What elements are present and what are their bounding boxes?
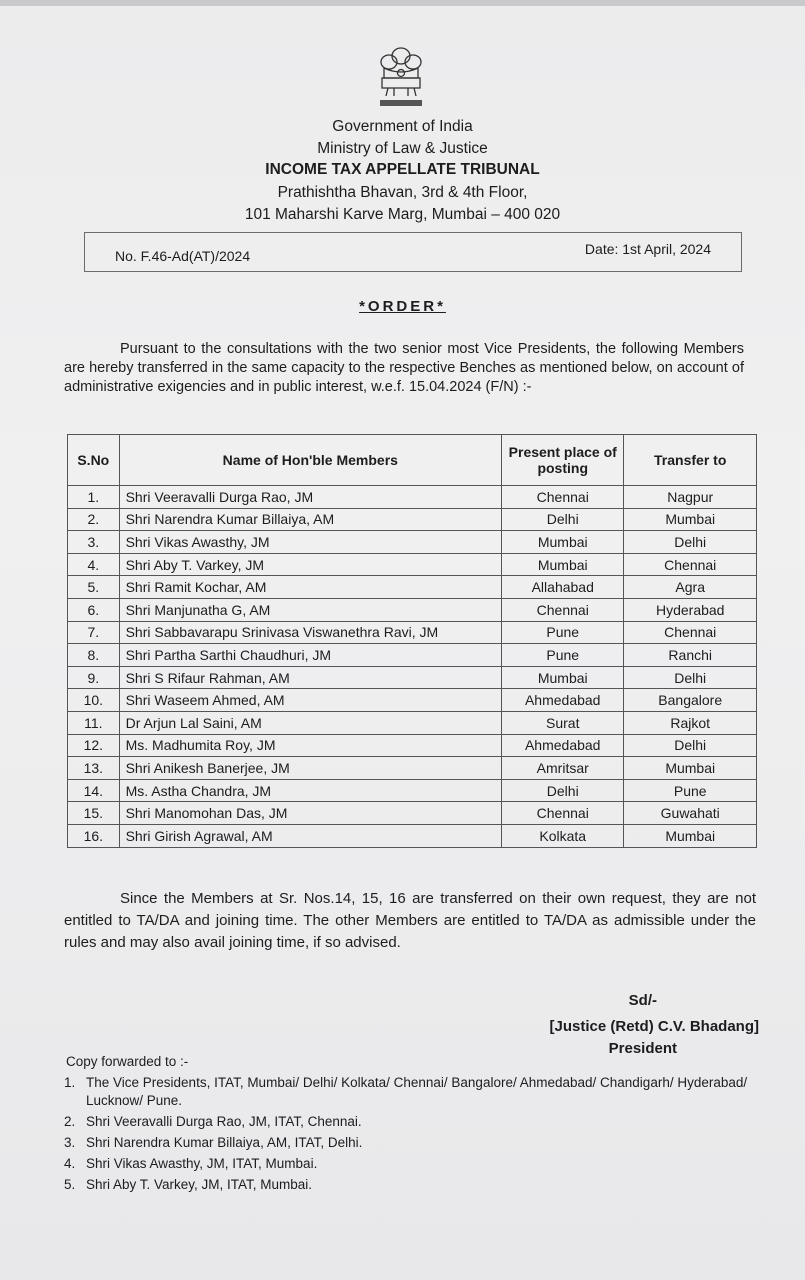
row-sno: 9. xyxy=(68,666,120,689)
order-title: *ORDER* xyxy=(359,298,446,315)
row-sno: 6. xyxy=(68,598,120,621)
copy-forwarded-label: Copy forwarded to :- xyxy=(66,1054,189,1069)
header-present-posting: Present place of posting xyxy=(502,435,624,486)
row-sno: 12. xyxy=(68,734,120,757)
row-sno: 15. xyxy=(68,802,120,825)
row-member-name: Shri Anikesh Banerjee, JM xyxy=(119,757,501,780)
row-transfer-to: Ranchi xyxy=(624,644,757,667)
copy-item-number: 2. xyxy=(64,1114,76,1129)
row-transfer-to: Delhi xyxy=(624,734,757,757)
row-present-posting: Chennai xyxy=(502,802,624,825)
table-row xyxy=(68,757,757,780)
copy-list-item xyxy=(64,1113,764,1131)
row-sno: 11. xyxy=(68,711,120,734)
national-emblem-icon xyxy=(374,44,428,110)
row-sno: 13. xyxy=(68,757,120,780)
row-member-name: Shri Vikas Awasthy, JM xyxy=(119,531,501,554)
table-body xyxy=(68,486,757,848)
row-member-name: Shri Partha Sarthi Chaudhuri, JM xyxy=(119,644,501,667)
row-transfer-to: Nagpur xyxy=(624,486,757,509)
table-row xyxy=(68,779,757,802)
order-number: No. F.46-Ad(AT)/2024 xyxy=(115,248,251,264)
row-sno: 3. xyxy=(68,531,120,554)
table-row xyxy=(68,531,757,554)
table-row xyxy=(68,689,757,712)
copy-list-item xyxy=(64,1074,764,1110)
row-transfer-to: Chennai xyxy=(624,553,757,576)
row-sno: 5. xyxy=(68,576,120,599)
row-sno: 7. xyxy=(68,621,120,644)
copy-item-text: Shri Aby T. Varkey, JM, ITAT, Mumbai. xyxy=(86,1177,313,1192)
row-member-name: Shri Ramit Kochar, AM xyxy=(119,576,501,599)
row-member-name: Shri Manomohan Das, JM xyxy=(119,802,501,825)
govt-line: Government of India xyxy=(332,118,473,135)
row-member-name: Dr Arjun Lal Saini, AM xyxy=(119,711,501,734)
row-transfer-to: Chennai xyxy=(624,621,757,644)
page-top-edge xyxy=(0,0,805,6)
row-present-posting: Amritsar xyxy=(502,757,624,780)
copy-list xyxy=(64,1074,764,1197)
row-sno: 2. xyxy=(68,508,120,531)
table-row xyxy=(68,666,757,689)
copy-list-item xyxy=(64,1134,764,1152)
row-member-name: Shri Manjunatha G, AM xyxy=(119,598,501,621)
header-name: Name of Hon'ble Members xyxy=(119,435,501,486)
row-present-posting: Surat xyxy=(502,711,624,734)
table-row xyxy=(68,621,757,644)
note-paragraph: Since the Members at Sr. Nos.14, 15, 16 are transferred on their own request, they are not entitled to TA/DA and joining time. The other Members are entitled to TA/DA as admissible under the rules and may also avail joining time, if so advised. xyxy=(64,890,756,951)
row-transfer-to: Guwahati xyxy=(624,802,757,825)
row-present-posting: Ahmedabad xyxy=(502,734,624,757)
reference-box xyxy=(84,232,742,272)
row-member-name: Shri Veeravalli Durga Rao, JM xyxy=(119,486,501,509)
row-transfer-to: Bangalore xyxy=(624,689,757,712)
table-row xyxy=(68,553,757,576)
transfer-table xyxy=(67,434,757,848)
row-present-posting: Ahmedabad xyxy=(502,689,624,712)
copy-item-text: Shri Narendra Kumar Billaiya, AM, ITAT, Delhi. xyxy=(86,1135,363,1150)
row-present-posting: Mumbai xyxy=(502,553,624,576)
table-row xyxy=(68,734,757,757)
table-header-row xyxy=(68,435,757,486)
tribunal-name: INCOME TAX APPELLATE TRIBUNAL xyxy=(265,161,540,178)
row-present-posting: Delhi xyxy=(502,508,624,531)
row-transfer-to: Rajkot xyxy=(624,711,757,734)
row-present-posting: Pune xyxy=(502,644,624,667)
copy-item-text: Shri Veeravalli Durga Rao, JM, ITAT, Chennai. xyxy=(86,1114,362,1129)
row-transfer-to: Delhi xyxy=(624,666,757,689)
row-transfer-to: Hyderabad xyxy=(624,598,757,621)
table-row xyxy=(68,508,757,531)
row-transfer-to: Agra xyxy=(624,576,757,599)
table-row xyxy=(68,711,757,734)
row-member-name: Ms. Madhumita Roy, JM xyxy=(119,734,501,757)
row-transfer-to: Mumbai xyxy=(624,824,757,847)
row-transfer-to: Pune xyxy=(624,779,757,802)
row-sno: 4. xyxy=(68,553,120,576)
address-line-1: Prathishtha Bhavan, 3rd & 4th Floor, xyxy=(277,184,528,201)
copy-item-number: 3. xyxy=(64,1135,76,1150)
signature-sd: Sd/- xyxy=(628,992,657,1009)
header-sno: S.No xyxy=(68,435,120,486)
ministry-line: Ministry of Law & Justice xyxy=(317,140,488,157)
row-sno: 10. xyxy=(68,689,120,712)
row-member-name: Shri Narendra Kumar Billaiya, AM xyxy=(119,508,501,531)
copy-item-text: The Vice Presidents, ITAT, Mumbai/ Delhi/ Kolkata/ Chennai/ Bangalore/ Ahmedabad/ Chandigarh/ Hyderabad/ Lucknow/ Pune. xyxy=(86,1075,748,1108)
copy-item-number: 1. xyxy=(64,1075,76,1090)
table-row xyxy=(68,598,757,621)
row-member-name: Shri Waseem Ahmed, AM xyxy=(119,689,501,712)
table-row xyxy=(68,824,757,847)
signatory-name: [Justice (Retd) C.V. Bhadang] xyxy=(549,1018,759,1035)
row-sno: 8. xyxy=(68,644,120,667)
row-member-name: Shri Girish Agrawal, AM xyxy=(119,824,501,847)
row-member-name: Shri Sabbavarapu Srinivasa Viswanethra Ravi, JM xyxy=(119,621,501,644)
row-present-posting: Mumbai xyxy=(502,666,624,689)
intro-paragraph: Pursuant to the consultations with the two senior most Vice Presidents, the following Members are hereby transferred in the same capacity to the respective Benches as mentioned below, on account of administrative exigencies and in public interest, w.e.f. 15.04.2024 (F/N) :- xyxy=(64,341,744,395)
copy-item-text: Shri Vikas Awasthy, JM, ITAT, Mumbai. xyxy=(86,1156,318,1171)
row-present-posting: Chennai xyxy=(502,486,624,509)
copy-item-number: 4. xyxy=(64,1156,76,1171)
row-sno: 1. xyxy=(68,486,120,509)
row-transfer-to: Delhi xyxy=(624,531,757,554)
table-row xyxy=(68,644,757,667)
row-transfer-to: Mumbai xyxy=(624,757,757,780)
row-present-posting: Chennai xyxy=(502,598,624,621)
copy-list-item xyxy=(64,1155,764,1173)
table-row xyxy=(68,486,757,509)
row-present-posting: Pune xyxy=(502,621,624,644)
row-present-posting: Delhi xyxy=(502,779,624,802)
table-row xyxy=(68,802,757,825)
row-sno: 14. xyxy=(68,779,120,802)
row-member-name: Ms. Astha Chandra, JM xyxy=(119,779,501,802)
row-present-posting: Mumbai xyxy=(502,531,624,554)
header-transfer-to: Transfer to xyxy=(624,435,757,486)
row-member-name: Shri Aby T. Varkey, JM xyxy=(119,553,501,576)
signatory-designation: President xyxy=(608,1040,677,1057)
row-member-name: Shri S Rifaur Rahman, AM xyxy=(119,666,501,689)
copy-item-number: 5. xyxy=(64,1177,76,1192)
row-sno: 16. xyxy=(68,824,120,847)
row-transfer-to: Mumbai xyxy=(624,508,757,531)
copy-list-item xyxy=(64,1176,764,1194)
row-present-posting: Allahabad xyxy=(502,576,624,599)
row-present-posting: Kolkata xyxy=(502,824,624,847)
table-row xyxy=(68,576,757,599)
order-date: Date: 1st April, 2024 xyxy=(584,241,711,257)
address-line-2: 101 Maharshi Karve Marg, Mumbai – 400 020 xyxy=(244,206,561,223)
